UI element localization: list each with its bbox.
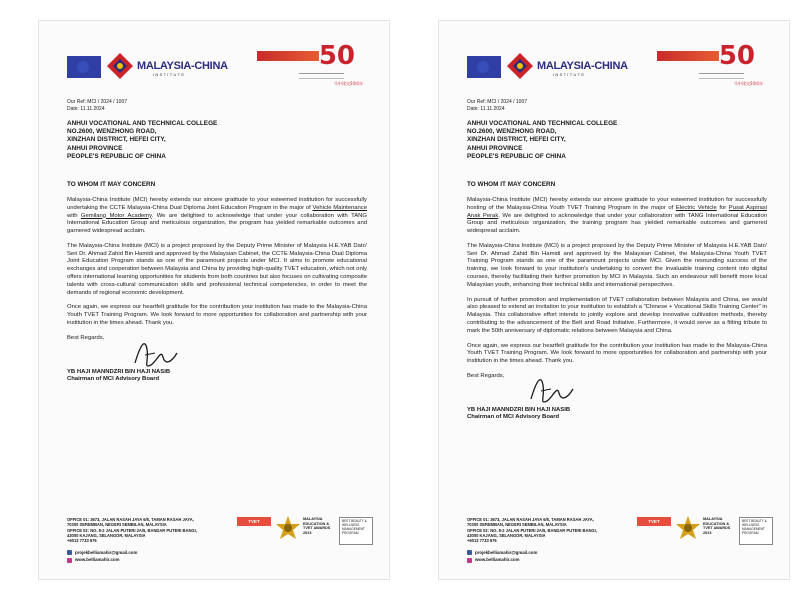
recipient-line: XINZHAN DISTRICT, HEFEI CITY, xyxy=(67,136,166,144)
institute-logo xyxy=(467,41,627,91)
paragraph: The Malaysia-China Institute (MCI) is a project proposed by the Deputy Prime Minister of Malaysia H.E.YAB Dato' Seri Dr. Ahmad Zahid Bin Hamidi and approved by the Malaysian Cabinet, the CCTE Malaysia-China Dual Diploma Joint Education Program stands as one of the paramount projects under MCI. It aims to promote educational exchanges and cooperation between Malaysia and China by providing high-quality TVET education, which not only offers international learning opportunities for students from both countries but also focuses on cultivating composite talents with cross-cultural communication skills and professional technical competencies, in order to meet the demands of regional economic development. xyxy=(67,242,367,296)
signer-name: YB HAJI MANNDZRI BIN HAJI NASIB xyxy=(467,406,571,413)
closing: Best Regards, xyxy=(67,334,105,341)
signature-block xyxy=(67,369,367,385)
footer-address: OFFICE 01: 3673, JALAN RASAH JAYA 6/5, TAMAN RASAH JAYA, 70300 SEREMBAN, NEGERI SEMBILAN, MALAYSIA OFFICE 02: NO. 8-2 JALAN PUTERI 2A/5, BANDAR PUTERI BANGI, 43000 KAJANG, SELANGOR, MALAYSIA +6013 7733 676 projekbelliamahir@gmail.com www.belliamahir.com xyxy=(67,517,227,563)
anniversary-number: 50 xyxy=(318,41,355,71)
instagram-icon xyxy=(67,558,72,563)
award-icon xyxy=(275,515,301,545)
signature-icon xyxy=(523,371,583,411)
recipient-address xyxy=(467,120,617,161)
paragraph: Once again, we express our heartfelt gratitude for the contribution your institution has made to the Malaysia-China Youth TVET Training Program. We look forward to more opportunities for collaboration and partnership with your institution in the times ahead. Thank you. xyxy=(67,304,367,326)
anniversary-logo xyxy=(257,43,367,93)
letter-meta xyxy=(67,99,127,112)
recipient-line: ANHUI VOCATIONAL AND TECHNICAL COLLEGE xyxy=(67,120,218,127)
paragraph: The Malaysia-China Institute (MCI) is a project proposed by the Deputy Prime Minister of Malaysia H.E.YAB Dato' Seri Dr. Ahmad Zahid Bin Hamidi and approved by the Malaysian Cabinet, the Malaysia-China Youth TVET Training Program stands as one of the paramount projects under MCI. Given the resounding success of the training, we look forward to your institution's undertaking to convert the invaluable training content into digital courses, thereby facilitating their further promotion by MCI in Malaysia. Such an endeavour will benefit more local Malaysian youth, enhancing their technical skills and international perspectives. xyxy=(467,242,767,288)
recipient-line: ANHUI VOCATIONAL AND TECHNICAL COLLEGE xyxy=(467,120,618,127)
instagram-icon xyxy=(467,558,472,563)
recipient-line: XINZHAN DISTRICT, HEFEI CITY, xyxy=(467,136,566,144)
signer-name: YB HAJI MANNDZRI BIN HAJI NASIB xyxy=(67,368,171,375)
closing: Best Regards, xyxy=(467,372,505,379)
recipient-line: PEOPLE'S REPUBLIC OF CHINA xyxy=(467,152,566,160)
social-web: www.belliamahir.com xyxy=(67,557,227,563)
paragraph: Malaysia-China Institute (MCI) hereby extends our sincere gratitude to your esteemed institution for successfully undertaking the CCTE Malaysia-China Dual Diploma Joint Education Program in the major of Vehicle Maintenance with Gemilang Motor Academy. We are delighted to acknowledge that under your collaboration with TANG International Education Group and meticulous organization, the program has yielded remarkable outcomes and garnered widespread acclaim. xyxy=(67,197,367,235)
brand-sub: INSTITUTE xyxy=(153,72,186,77)
letter-footer xyxy=(467,517,769,577)
social-email: projekbelliamahir@gmail.com xyxy=(67,550,227,556)
recipient-line: ANHUI PROVINCE xyxy=(467,144,523,152)
letter-page-1 xyxy=(38,20,390,580)
signature-block xyxy=(467,407,767,423)
salutation: TO WHOM IT MAY CONCERN xyxy=(467,181,556,188)
letter-footer xyxy=(67,517,369,577)
anniversary-number: 50 xyxy=(718,41,755,71)
letter-body xyxy=(467,197,767,422)
letter-page-2 xyxy=(438,20,790,580)
recipient-line: ANHUI PROVINCE xyxy=(67,144,123,152)
recipient-line: NO.2600, WENZHONG ROAD, xyxy=(467,128,557,136)
signer-title: Chairman of MCI Advisory Board xyxy=(467,414,560,421)
recipient-line: NO.2600, WENZHONG ROAD, xyxy=(67,128,157,136)
social-email: projekbelliamahir@gmail.com xyxy=(467,550,627,556)
award-icon xyxy=(675,515,701,545)
tvet-badge: TVET xyxy=(237,517,271,526)
award-title: MALAYSIA EDUCATION & TVET AWARDS 2023 xyxy=(303,517,331,535)
letter-meta xyxy=(467,99,527,112)
award-category: BEST BEAUTY & WELLNESS MANAGEMENT PROGRAM xyxy=(739,517,773,545)
anniversary-logo xyxy=(657,43,767,93)
reference: Our Ref: MCI / 2024 / 1007 xyxy=(467,99,528,105)
recipient-line: PEOPLE'S REPUBLIC OF CHINA xyxy=(67,152,166,160)
flag-icon xyxy=(467,56,501,78)
brand-sub: INSTITUTE xyxy=(553,72,586,77)
paragraph: Once again, we express our heartfelt gratitude for the contribution your institution has made to the Malaysia-China Youth TVET Training Program. We look forward to more opportunities for collaboration and partnership with your institution in the times ahead. Thank you. xyxy=(467,342,767,365)
flag-icon xyxy=(67,56,101,78)
anniversary-cn: 马中建交50周年 xyxy=(333,81,363,86)
date: Date: 11.11.2024 xyxy=(67,105,105,112)
recipient-address xyxy=(67,120,217,161)
anniversary-cn: 马中建交50周年 xyxy=(733,81,763,86)
brand-name: MALAYSIA-CHINA xyxy=(537,60,628,72)
institute-logo xyxy=(67,41,227,91)
award-title: MALAYSIA EDUCATION & TVET AWARDS 2023 xyxy=(703,517,731,535)
footer-address: OFFICE 01: 3673, JALAN RASAH JAYA 6/5, TAMAN RASAH JAYA, 70300 SEREMBAN, NEGERI SEMBILAN, MALAYSIA OFFICE 02: NO. 8-2 JALAN PUTERI 2A/5, BANDAR PUTERI BANGI, 43000 KAJANG, SELANGOR, MALAYSIA +6013 7733 676 projekbelliamahir@gmail.com www.belliamahir.com xyxy=(467,517,627,563)
paragraph: In pursuit of further promotion and implementation of TVET collaboration between Malaysia and China, we would also pleased to extend an invitation to your institution to establish a "Chinese + Vocational Skills Training Center" in Malaysia. This collaborative effort intends to jointly explore and develop innovative cultivation methods, thereby contributing to the advancement of the Belt and Road Initiative. Furthermore, it would serve as a fitting tribute to mark the 50th anniversary of diplomatic relations between Malaysia and China. xyxy=(467,296,767,334)
emblem-icon xyxy=(105,51,135,81)
social-web: www.belliamahir.com xyxy=(467,557,627,563)
anniversary-banner xyxy=(257,51,319,61)
paragraph: Malaysia-China Institute (MCI) hereby extends our sincere gratitude to your esteemed institution for successfully hosting of the Malaysia-China Youth TVET Training Program in the major of Electric Vehicle for Pusat Aspirasi Anak Perak. We are delighted to acknowledge that under your collaboration with TANG International Education Group and meticulous organization, the training program has yielded remarkable outcomes and garnered widespread acclaim. xyxy=(467,197,767,235)
emblem-icon xyxy=(505,51,535,81)
facebook-icon xyxy=(467,550,472,555)
anniversary-banner xyxy=(657,51,719,61)
brand-name: MALAYSIA-CHINA xyxy=(137,60,228,72)
signature-icon xyxy=(127,335,187,375)
signer-title: Chairman of MCI Advisory Board xyxy=(67,376,160,383)
date: Date: 11.11.2024 xyxy=(467,105,505,112)
letter-body xyxy=(67,197,367,384)
tvet-badge: TVET xyxy=(637,517,671,526)
salutation: TO WHOM IT MAY CONCERN xyxy=(67,181,156,188)
facebook-icon xyxy=(67,550,72,555)
award-category: BEST BEAUTY & WELLNESS MANAGEMENT PROGRAM xyxy=(339,517,373,545)
reference: Our Ref: MCI / 2024 / 1007 xyxy=(67,99,128,105)
